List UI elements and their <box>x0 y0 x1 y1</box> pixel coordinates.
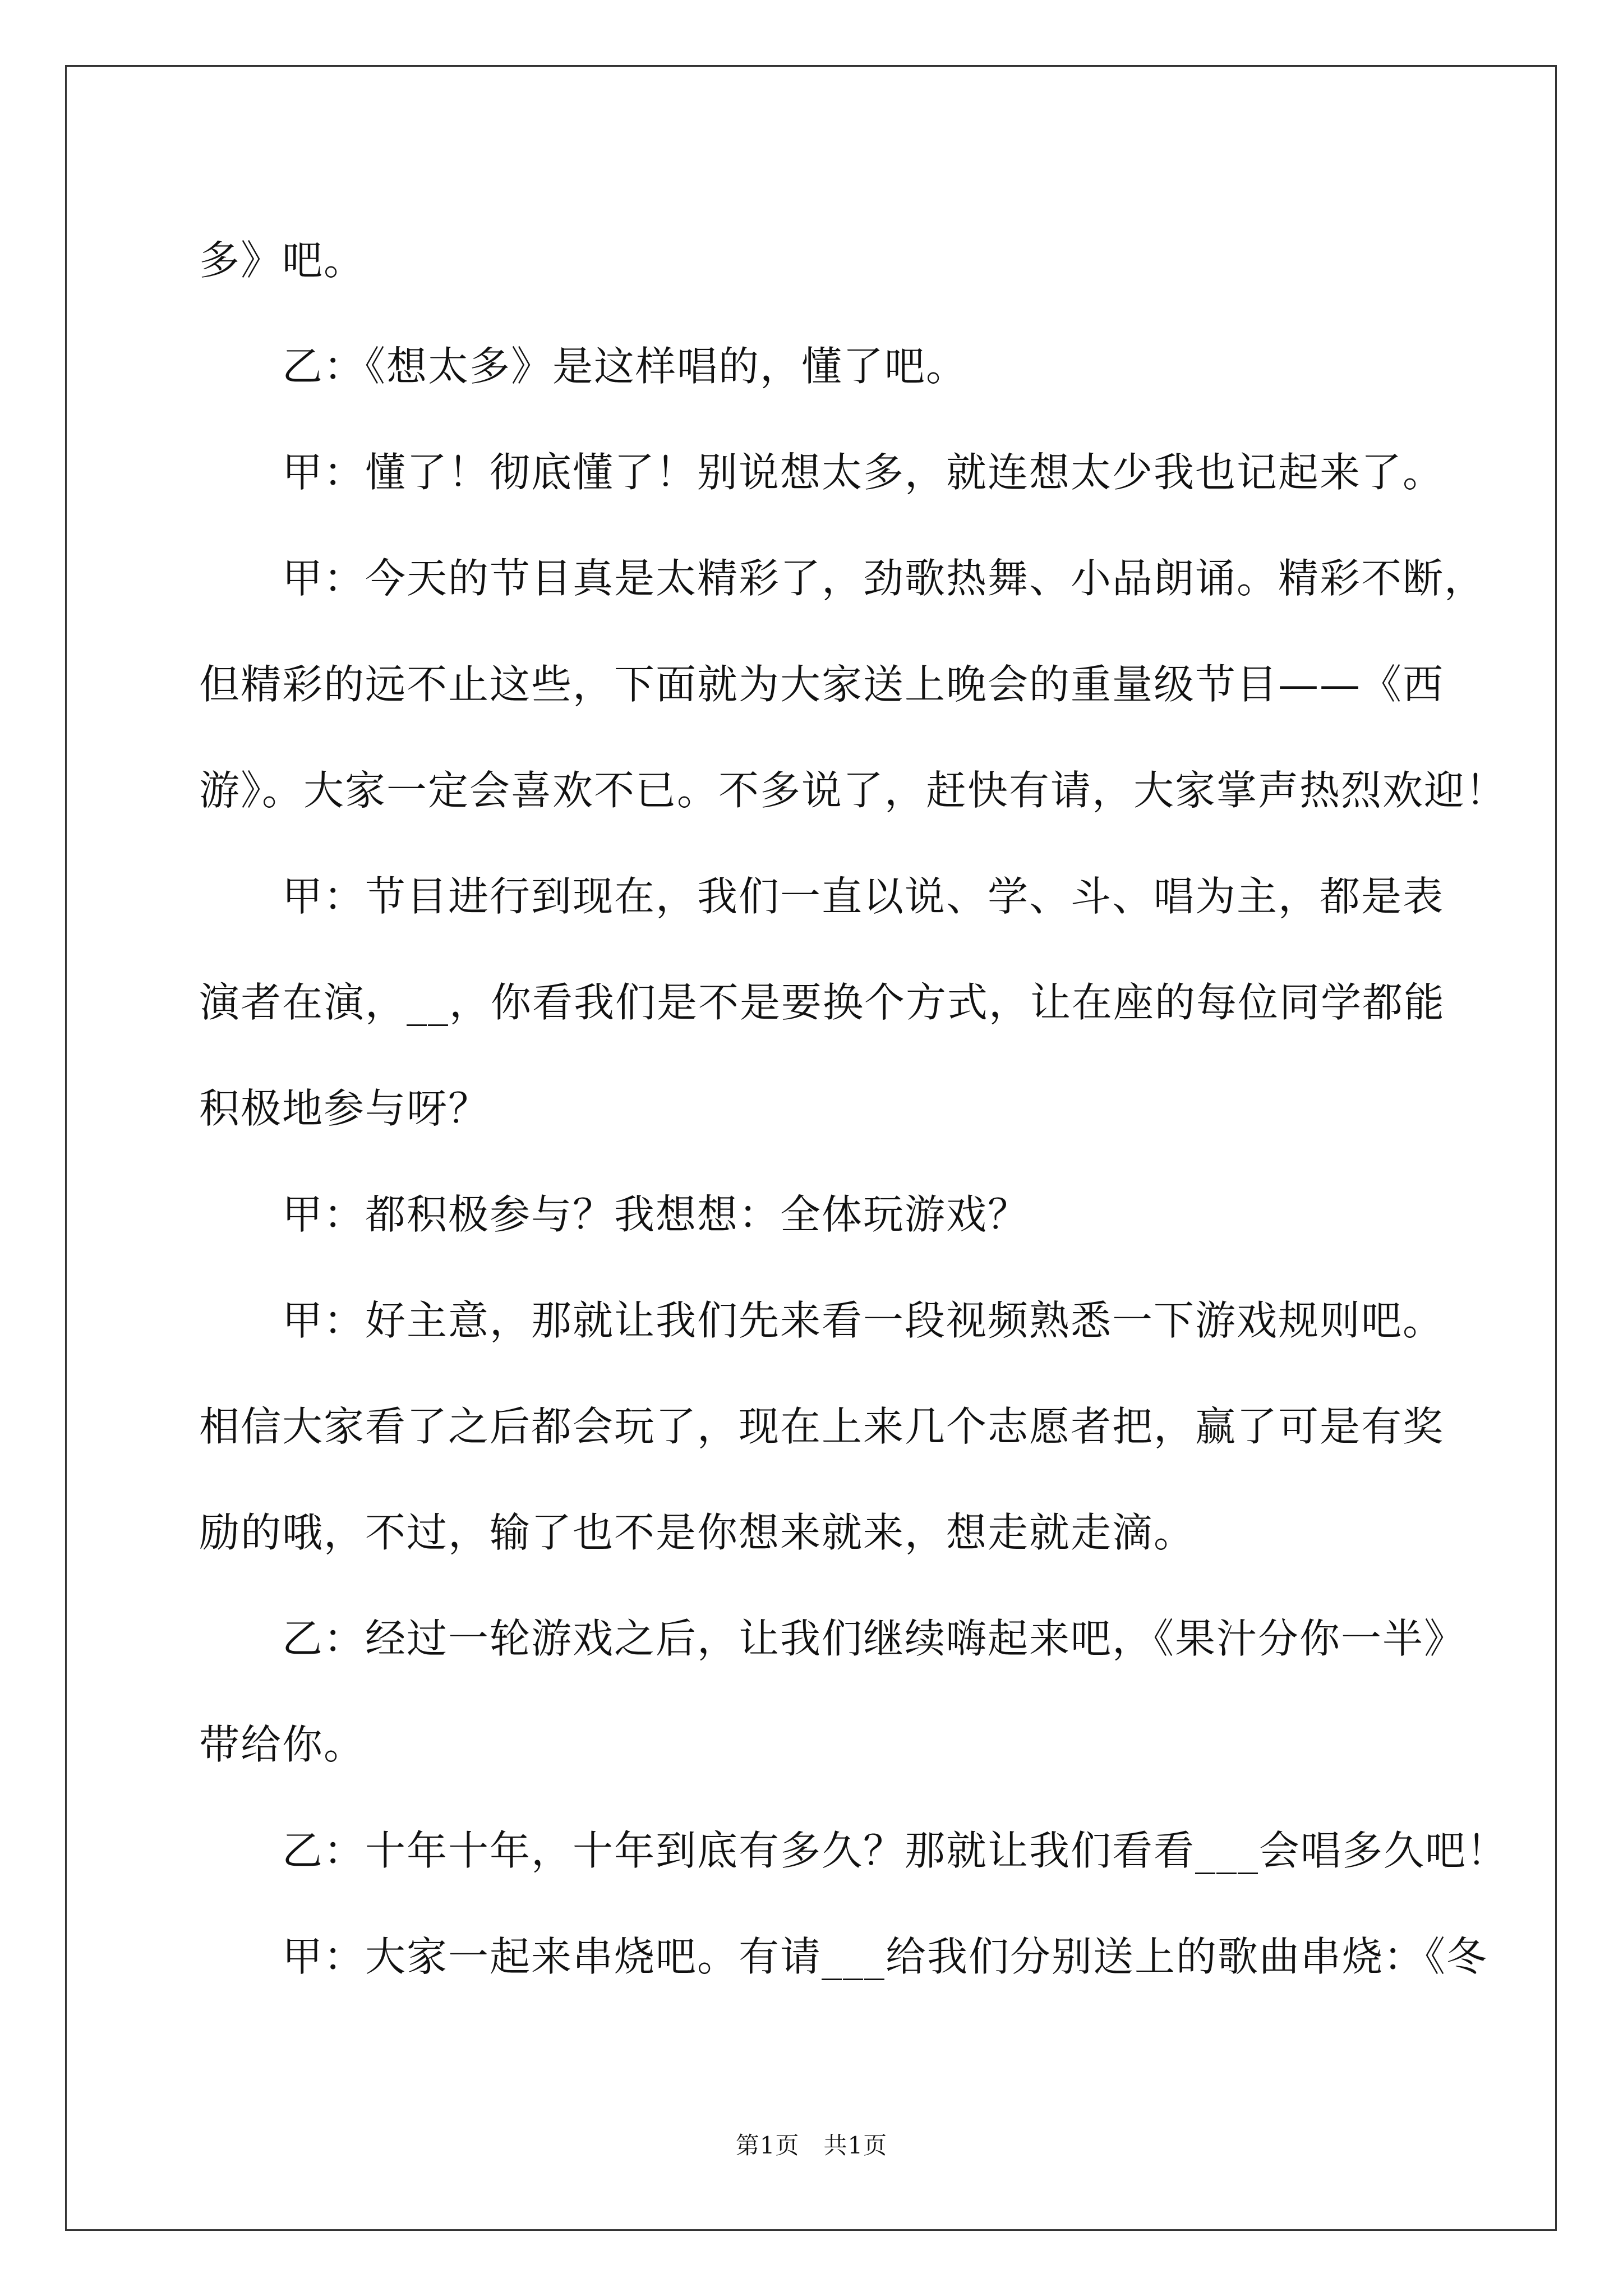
page-number-label: 第1页 共1页 <box>735 2132 888 2159</box>
page-footer <box>0 2127 1623 2161</box>
text-line-7: 甲：节目进行到现在，我们一直以说、学、斗、唱为主，都是表 <box>282 873 1445 920</box>
text-line-5: 但精彩的远不止这些，下面就为大家送上晚会的重量级节目——《西 <box>199 661 1445 708</box>
text-line-15: 带给你。 <box>199 1721 366 1768</box>
text-line-1: 多》吧。 <box>199 237 366 284</box>
text-line-2: 乙：《想太多》是这样唱的，懂了吧。 <box>282 343 968 390</box>
text-line-6: 游》。大家一定会喜欢不已。不多说了，赶快有请，大家掌声热烈欢迎！ <box>199 767 1507 814</box>
text-line-17: 甲：大家一起来串烧吧。有请___给我们分别送上的歌曲串烧：《冬 <box>282 1933 1488 1980</box>
text-line-9: 积极地参与呀？ <box>199 1085 490 1132</box>
text-line-10: 甲：都积极参与？我想想：全体玩游戏？ <box>282 1191 1030 1238</box>
text-line-3: 甲：懂了！彻底懂了！别说想太多，就连想太少我也记起来了。 <box>282 449 1445 496</box>
text-line-16: 乙：十年十年，十年到底有多久？那就让我们看看___会唱多久吧！ <box>282 1827 1509 1874</box>
text-line-14: 乙：经过一轮游戏之后，让我们继续嗨起来吧，《果汁分你一半》 <box>282 1615 1466 1662</box>
text-line-11: 甲：好主意，那就让我们先来看一段视频熟悉一下游戏规则吧。 <box>282 1297 1445 1344</box>
text-line-8: 演者在演，__，你看我们是不是要换个方式，让在座的每位同学都能 <box>199 979 1446 1026</box>
text-line-4: 甲：今天的节目真是太精彩了，劲歌热舞、小品朗诵。精彩不断， <box>282 555 1486 602</box>
document-body <box>199 208 1509 2010</box>
text-line-13: 励的哦，不过，输了也不是你想来就来，想走就走滴。 <box>199 1509 1196 1556</box>
text-line-12: 相信大家看了之后都会玩了，现在上来几个志愿者把，赢了可是有奖 <box>199 1403 1445 1450</box>
